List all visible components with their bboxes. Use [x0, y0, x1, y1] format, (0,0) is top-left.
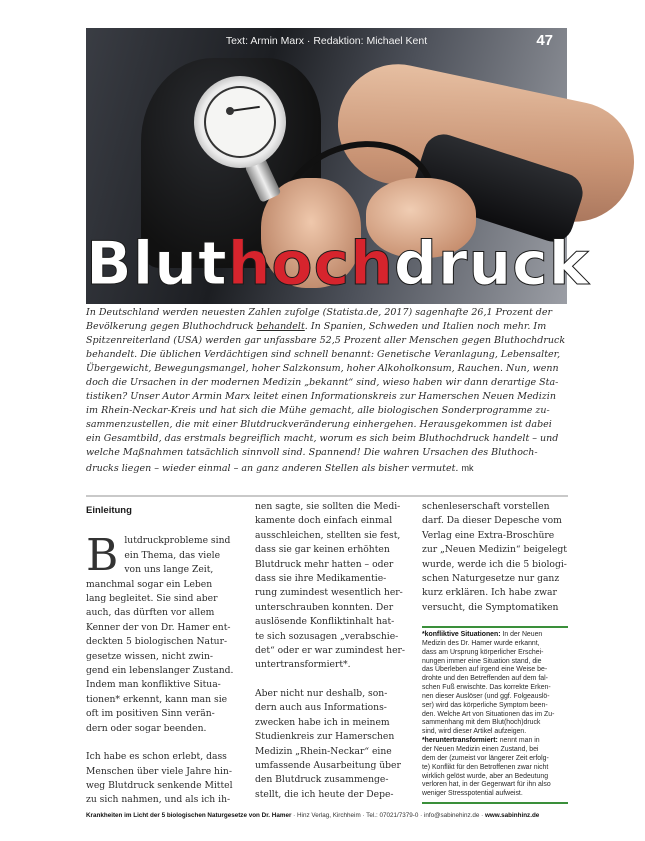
intro-line: In Deutschland werden neuesten Zahlen zufolge (Statista.de, 2017) sagenhafte 26,1 Prozent der [86, 307, 553, 318]
intro-line: Bevölkerung gegen Bluthochdruck behandelt. In Spanien, Schweden und Italien noch mehr. Im [86, 321, 547, 333]
intro-line: ein Gesamtbild, das erstmals begreiflich macht, worum es sich beim Bluthochdruck handelt – und [86, 433, 559, 445]
body-line: von uns lange Zeit, [124, 564, 214, 576]
glossary-line: wirklich gelöst wurde, aber an Bedeutung [422, 772, 549, 780]
body-line: Verlag eine Extra-Broschüre [422, 529, 555, 541]
body-line: darf. Da dieser Depesche vom [422, 515, 562, 527]
body-line: kurz erklären. Ich habe zwar [422, 587, 557, 599]
pressure-gauge-icon [194, 76, 286, 168]
glossary-line: nen dieser Auslöser (und ggf. Folgeauslö- [422, 692, 550, 700]
body-line: deckten 5 biologischen Natur- [86, 636, 228, 648]
hero-photo [86, 28, 590, 304]
body-line: oft im positiven Sinn verän- [86, 708, 215, 720]
body-line: unterschrauben konnten. Der [255, 601, 394, 613]
glossary-line: *heruntertransformiert: nennt man in [422, 737, 540, 745]
body-line: stellt, die ich heute der Depe- [255, 788, 394, 800]
body-line: ausschleichen, stellten sie fest, [255, 529, 401, 541]
body-line: den Blutdruck zusammenge- [255, 774, 389, 786]
body-line: Medizin „Rhein-Neckar“ eine [255, 745, 392, 757]
glossary-line: sind, wird dieser Artikel aufzeigen. [422, 728, 527, 736]
body-line: rung zumindest wesentlich her- [255, 587, 403, 599]
glossary-line: den. Welche Art von Situationen das im Zu- [422, 710, 555, 718]
intro-paragraph [86, 306, 568, 476]
intro-line: im Rhein-Neckar-Kreis und hat sich die Mühe gemacht, alle biologischen Sonderprogramme zu- [86, 405, 550, 417]
body-line: gesetze wissen, nicht zwin- [86, 650, 213, 662]
body-line: Studienkreis zur Hamerschen [255, 731, 395, 743]
glossary-line: der Neuen Medizin einen Zustand, bei [422, 745, 539, 753]
body-line: dern oder sogar beenden. [86, 722, 207, 734]
glossary-line: te) Konflikt für den Betroffenen zwar nicht [422, 763, 549, 771]
headline-part-2: hoch [227, 229, 394, 299]
glossary-line: weniger Stresspotential aufweist. [422, 790, 523, 798]
body-line: dern auch aus Informations- [255, 702, 387, 714]
page-number: 47 [536, 32, 553, 49]
body-line: dass sie ihre Medikamentie- [255, 573, 387, 585]
glossary-line: drohte und den Betreffenden auf dem fal- [422, 675, 548, 683]
body-line: auslösende Konfliktinhalt hat- [255, 616, 395, 628]
body-line: ein Thema, das viele [124, 549, 221, 561]
glossary-line: nungen immer eine Situation stand, die [422, 657, 542, 665]
body-line: Indem man konfliktive Situa- [86, 679, 221, 691]
underlined-word: behandelt [256, 321, 305, 333]
body-line: untertransformiert*. [255, 659, 351, 671]
footer-contact: · Hinz Verlag, Kirchheim · Tel.: 07021/7379-0 · info@sabinehinz.de · [291, 812, 485, 819]
glossary-line: dass am Ursprung körperlicher Erschei- [422, 648, 544, 656]
page-footer [86, 812, 568, 819]
body-line: dass sie gar keinen erhöhten [255, 544, 390, 556]
body-line: schen Naturgesetze nur ganz [422, 573, 560, 585]
footer-website-link[interactable]: www.sabinhinz.de [484, 812, 540, 819]
body-line: versucht, die Symptomatiken [422, 601, 559, 613]
body-line: weg Blutdruck senkende Mittel [86, 779, 233, 791]
intro-line: Spitzenreiterland (USA) werden gar unfassbare 52,5 Prozent aller Menschen gegen Bluthochdruck [86, 335, 566, 347]
glossary-line: das Überleben auf irgend eine Weise be- [422, 666, 548, 674]
body-line: lutdruckprobleme sind [124, 535, 231, 547]
body-line: zwecken habe ich in meinem [255, 716, 390, 728]
headline-part-1: Blut [86, 229, 228, 299]
body-line: lang begleitet. Sie sind aber [86, 593, 218, 605]
intro-line: sammenzustellen, die mit einer Blutdruckveränderung einhergehen. Herausgekommen ist dabei [86, 419, 552, 431]
body-line: umfassende Ausarbeitung über [255, 759, 401, 771]
glossary-line: schen Fuß erwischte. Das korrekte Erken- [422, 684, 551, 692]
glossary-term: *heruntertransformiert: [422, 737, 498, 745]
body-line: zu sich nahmen, und als ich ih- [86, 794, 231, 806]
intro-line: behandelt. Die üblichen Verdächtigen sind schnell benannt: Genetische Veranlagung, Lebensalter, [86, 349, 561, 361]
column-3 [422, 500, 568, 615]
body-line: tionen* erkennt, kann man sie [86, 693, 228, 705]
intro-line: welche Maßnahmen tatsächlich sinnvoll sind. Spannend! Die wahren Ursachen des Bluthoch- [86, 447, 538, 459]
headline-part-3: druck [393, 229, 590, 299]
drop-cap: B [86, 530, 119, 582]
body-line: Blutdruck mehr hatten – oder [255, 558, 394, 570]
body-line: gend ein lebenslanger Zustand. [86, 665, 234, 677]
body-line: det“ oder er war zumindest her- [255, 645, 406, 657]
column-1 [86, 500, 234, 808]
author-credits: Text: Armin Marx · Redaktion: Michael Kent [225, 35, 428, 47]
glossary-line: verloren hat, in der Gegenwart für ihn also [422, 781, 551, 789]
editor-signature: mk [461, 462, 474, 473]
body-line: wurde, werde ich die 5 biologi- [422, 558, 567, 570]
article-headline [86, 226, 590, 302]
body-line: auch, das dürften vor allem [86, 607, 215, 619]
glossary-term: *konfliktive Situationen: [422, 631, 501, 638]
section-subhead: Einleitung [86, 505, 132, 516]
intro-line: Übergewicht, Bewegungsmangel, hoher Salzkonsum, hoher Alkoholkonsum, Rauchen. Nun, wenn [86, 363, 559, 375]
body-line: Ich habe es schon erlebt, dass [86, 751, 227, 763]
column-2 [255, 500, 406, 802]
glossary-line: ser) wird das körperliche Symptom been- [422, 701, 548, 709]
glossary-line: *konfliktive Situationen: In der Neuen [422, 631, 543, 638]
gauge-hub [226, 107, 234, 115]
glossary-line: sammenhang mit dem Blut(hoch)druck [422, 719, 541, 727]
body-line: te sich sozusagen „verabschie- [255, 630, 399, 642]
body-line: schenleserschaft vorstellen [422, 501, 550, 512]
body-line: Aber nicht nur deshalb, son- [255, 687, 388, 699]
body-line: zur „Neuen Medizin“ beigelegt [422, 544, 567, 556]
body-line: Kenner der von Dr. Hamer ent- [86, 621, 231, 633]
glossary-line: dem der (zumeist vor längerer Zeit erfolg- [422, 754, 549, 762]
section-divider [86, 495, 568, 497]
footer-book-title: Krankheiten im Licht der 5 biologischen Naturgesetze von Dr. Hamer [86, 812, 292, 819]
body-line: nen sagte, sie sollten die Medi- [255, 501, 401, 512]
body-line: kamente doch einfach einmal [255, 515, 393, 527]
intro-line: drucks liegen – wieder einmal – an ganz anderen Stellen als bisher vermutet. mk [86, 462, 474, 474]
body-line: Menschen über viele Jahre hin- [86, 765, 232, 777]
intro-line: tistiken? Unser Autor Armin Marx leitet einen Informationskreis zur Hamerschen Neuen Medizin [86, 391, 556, 403]
glossary-line: Medizin des Dr. Hamer wurde erkannt, [422, 639, 540, 647]
gauge-face [204, 86, 276, 158]
intro-line: doch die Ursachen in der modernen Medizin „bekannt“ sind, wieso haben wir dann derartige Sta- [86, 377, 559, 389]
body-line: manchmal sogar ein Leben [86, 578, 213, 590]
glossary-box [422, 626, 568, 804]
